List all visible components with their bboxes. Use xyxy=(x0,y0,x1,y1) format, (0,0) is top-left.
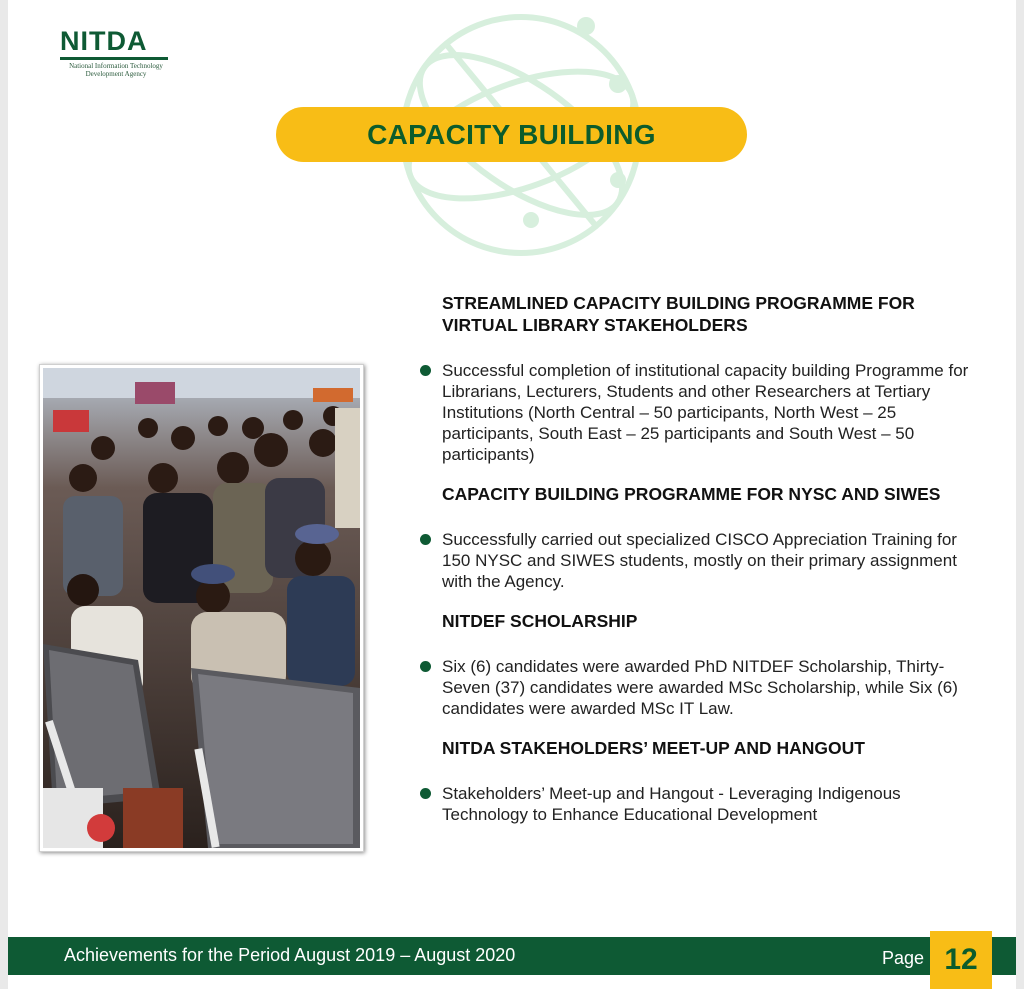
logo-wordmark: NITDA xyxy=(60,26,148,56)
nitda-logo xyxy=(60,26,180,78)
section-virtual-library xyxy=(442,292,982,465)
bullet-item xyxy=(442,783,982,825)
bullet-text: Successful completion of institutional capacity building Programme for Librarians, Lecturers, Students and other Researchers at Tertiary Institutions (North Central – 50 participants, North West – 25 participants, South East – 25 participants and South West – 50 participants) xyxy=(442,361,969,464)
page-title: CAPACITY BUILDING xyxy=(367,118,656,150)
section-heading: CAPACITY BUILDING PROGRAMME FOR NYSC AND SIWES xyxy=(442,484,941,504)
section-stakeholders-meetup xyxy=(442,737,982,825)
section-nysc-siwes xyxy=(442,483,982,592)
section-heading: NITDEF SCHOLARSHIP xyxy=(442,611,638,631)
green-dot-icon xyxy=(420,534,431,545)
green-dot-icon xyxy=(420,365,431,376)
green-dot-icon xyxy=(420,661,431,672)
document-page xyxy=(8,0,1016,989)
footer-bar xyxy=(8,937,1016,975)
bullet-text: Six (6) candidates were awarded PhD NITDEF Scholarship, Thirty-Seven (37) candidates were awarded MSc Scholarship, while Six (6) candidates were awarded MSc IT Law. xyxy=(442,657,958,718)
event-photo-image xyxy=(43,368,360,848)
footer-period: Achievements for the Period August 2019 – August 2020 xyxy=(64,945,516,965)
bullet-item xyxy=(442,529,982,592)
section-nitdef-scholarship xyxy=(442,610,982,719)
event-photo xyxy=(39,364,364,852)
logo-subtitle-line1: National Information Technology xyxy=(69,62,163,70)
section-heading: NITDA STAKEHOLDERS’ MEET-UP AND HANGOUT xyxy=(442,738,865,758)
section-heading: STREAMLINED CAPACITY BUILDING PROGRAMME FOR VIRTUAL LIBRARY STAKEHOLDERS xyxy=(442,293,915,335)
bullet-text: Successfully carried out specialized CISCO Appreciation Training for 150 NYSC and SIWES students, mostly on their primary assignment with the Agency. xyxy=(442,530,957,591)
content-column xyxy=(442,292,982,843)
title-banner xyxy=(276,107,747,162)
logo-subtitle-line2: Development Agency xyxy=(85,70,147,78)
page-number: 12 xyxy=(944,943,978,976)
bullet-item xyxy=(442,360,982,465)
logo-rule xyxy=(60,57,168,60)
green-dot-icon xyxy=(420,788,431,799)
logo-subtitle xyxy=(60,62,172,78)
page-number-box xyxy=(930,931,992,989)
bullet-text: Stakeholders’ Meet-up and Hangout - Leveraging Indigenous Technology to Enhance Educational Development xyxy=(442,784,901,824)
bullet-item xyxy=(442,656,982,719)
page-label: Page xyxy=(882,948,925,968)
